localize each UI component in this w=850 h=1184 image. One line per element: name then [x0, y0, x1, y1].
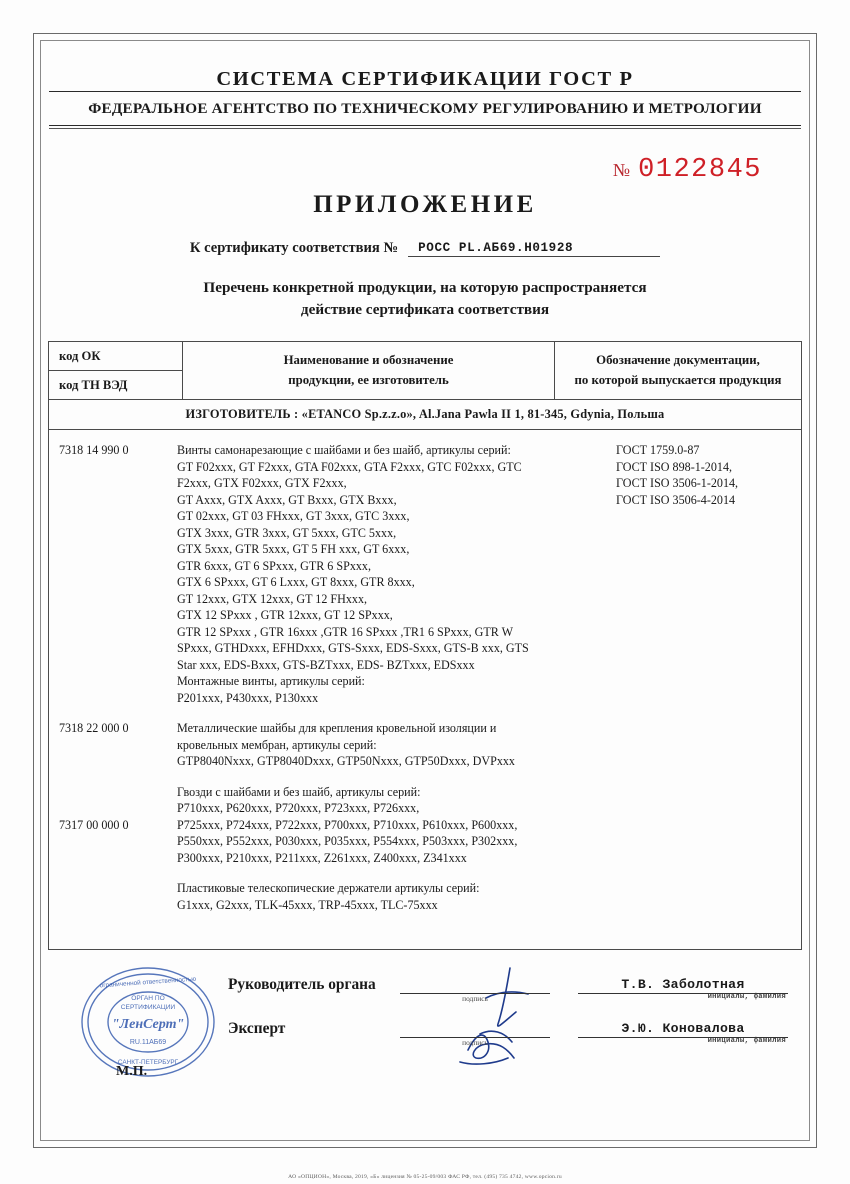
- product-list: [49, 430, 801, 949]
- cert-reference-value: РОСС PL.АБ69.Н01928: [408, 241, 660, 257]
- product-group-spacer: [49, 706, 801, 720]
- svg-text:САНКТ-ПЕТЕРБУРГ: САНКТ-ПЕТЕРБУРГ: [117, 1059, 179, 1067]
- standard-line: ГОСТ ISO 3506-1-2014,: [616, 476, 739, 491]
- standard-line: ГОСТ ISO 898-1-2014,: [616, 459, 733, 474]
- mp-label: М.П.: [116, 1064, 148, 1080]
- product-description: [177, 720, 605, 770]
- product-line: Star xxx, EDS-Bxxx, GTS-BZTxxx, EDS- BZTxxx, EDSxxx: [177, 657, 475, 672]
- svg-text:СЕРТИФИКАЦИИ: СЕРТИФИКАЦИИ: [120, 1004, 176, 1012]
- signer-name-head-text: Т.В. Заболотная: [621, 977, 745, 993]
- product-table: [48, 341, 802, 950]
- code-ok-label: код ОК: [49, 342, 183, 371]
- standard-line: ГОСТ ISO 3506-4-2014: [616, 493, 736, 508]
- product-line: SPxxx, GTHDxxx, EFHDxxx, GTS-Sxxx, EDS-Sxxx, GTS-B xxx, GTS: [177, 641, 529, 656]
- header-divider-2: [49, 125, 801, 126]
- number-symbol: №: [612, 160, 631, 180]
- cert-reference-label: К сертификату соответствия №: [189, 240, 399, 256]
- table-header-row-1: [49, 342, 802, 371]
- product-standards: [605, 880, 801, 913]
- manufacturer-row: [49, 400, 802, 430]
- signature-caption-head: подпись: [462, 994, 488, 1004]
- product-line: GT 12xxx, GTX 12xxx, GT 12 FHxxx,: [177, 591, 368, 606]
- number-value: 0122845: [638, 155, 762, 185]
- product-line: кровельных мембран, артикулы серий:: [177, 737, 377, 752]
- product-description: [177, 880, 605, 913]
- column-header-docs: [555, 342, 802, 400]
- signature-row-expert: [228, 1020, 802, 1048]
- product-line: GTR 12 SPxxx , GTR 16xxx ,GTR 16 SPxxx ,TR1 6 SPxxx, GTR W: [177, 624, 514, 639]
- product-group: [49, 720, 801, 770]
- agency-subtitle: ФЕДЕРАЛЬНОЕ АГЕНТСТВО ПО ТЕХНИЧЕСКОМУ РЕГУЛИРОВАНИЮ И МЕТРОЛОГИИ: [88, 100, 762, 117]
- signature-line-expert: [400, 1021, 550, 1048]
- product-line: GTR 6xxx, GT 6 SPxxx, GTR 6 SPxxx,: [177, 558, 371, 573]
- product-line: Металлические шайбы для крепления кровельной изоляции и: [177, 721, 497, 736]
- footer-imprint: АО «ОПЦИОН», Москва, 2019, «Б» лицензия № 05-25-09/003 ФАС РФ, тел. (495) 735 4742, www.opcion.ru: [288, 1174, 562, 1180]
- product-description: [177, 784, 605, 867]
- signer-name-expert-text: Э.Ю. Коновалова: [621, 1021, 745, 1037]
- product-group: [49, 784, 801, 867]
- product-line: GT F02xxx, GT F2xxx, GTA F02xxx, GTA F2xxx, GTC F02xxx, GTC: [177, 459, 522, 474]
- system-title: СИСТЕМА СЕРТИФИКАЦИИ ГОСТ Р: [216, 68, 634, 90]
- product-line: GT 02xxx, GT 03 FHxxx, GT 3xxx, GTC 3xxx,: [177, 509, 410, 524]
- product-code: 7317 00 000 0: [59, 817, 129, 832]
- column-header-product-line2: продукции, ее изготовитель: [288, 372, 449, 387]
- product-line: Винты самонарезающие с шайбами и без шайб, артикулы серий:: [177, 443, 511, 458]
- product-standards: [605, 720, 801, 770]
- product-line: Р725ххх, Р724ххх, Р722ххх, Р700ххх, Р710ххх, Р610ххх, Р600ххх,: [177, 817, 518, 832]
- column-header-docs-line2: по которой выпускается продукция: [574, 372, 782, 387]
- product-line: Р300ххх, Р210ххх, Р211ххх, Z261ххх, Z400ххх, Z341ххх: [177, 850, 467, 865]
- product-code: 7318 22 000 0: [59, 721, 129, 736]
- signer-name-expert: [578, 1021, 788, 1046]
- cert-reference: [48, 240, 802, 257]
- column-header-docs-line1: Обозначение документации,: [596, 353, 760, 368]
- role-label-head: Руководитель органа: [228, 976, 376, 994]
- official-stamp: [66, 964, 234, 1084]
- product-group-spacer: [49, 770, 801, 784]
- column-header-product: [183, 342, 555, 400]
- signer-name-head-caption: инициалы, фамилия: [707, 993, 786, 1002]
- manufacturer-text: ИЗГОТОВИТЕЛЬ : «ETANCO Sp.z.z.o», Al.Jana Pawla II 1, 81-345, Gdynia, Польша: [49, 400, 802, 430]
- signature-caption-expert: подпись: [462, 1038, 488, 1048]
- product-line: GTX 3xxx, GTR 3xxx, GT 5xxx, GTC 5xxx,: [177, 525, 397, 540]
- standard-line: ГОСТ 1759.0-87: [616, 443, 700, 458]
- product-description: [177, 442, 605, 706]
- product-list-row: [49, 430, 802, 950]
- svg-text:ограниченной ответственностью: ограниченной ответственностью: [99, 975, 197, 990]
- product-line: GTX 6 SPxxx, GT 6 Lxxx, GT 8xxx, GTR 8xxx,: [177, 575, 415, 590]
- product-standards: [605, 442, 801, 706]
- product-line: GTX 5xxx, GTR 5xxx, GT 5 FH xxx, GT 6xxx,: [177, 542, 410, 557]
- product-line: F2xxx, GTX F02xxx, GTX F2xxx,: [177, 476, 347, 491]
- product-line: Р710ххх, Р620ххх, Р720ххх, Р723ххх, Р726ххх,: [177, 801, 420, 816]
- product-group: [49, 442, 801, 706]
- product-line: Монтажные винты, артикулы серий:: [177, 674, 365, 689]
- svg-text:ОРГАН ПО: ОРГАН ПО: [131, 995, 165, 1003]
- product-line: G1xxx, G2xxx, TLK-45xxx, TRP-45xxx, TLC-75xxx: [177, 897, 438, 912]
- product-line: GTX 12 SPxxx , GTR 12xxx, GT 12 SPxxx,: [177, 608, 393, 623]
- scope-statement: [48, 277, 802, 321]
- column-header-product-line1: Наименование и обозначение: [283, 353, 454, 368]
- product-group: [49, 880, 801, 913]
- product-line: Р201ххх, Р430ххх, Р130ххх: [177, 690, 319, 705]
- product-code: [49, 880, 177, 913]
- product-line: GT Axxx, GTX Axxx, GT Bxxx, GTX Bxxx,: [177, 492, 397, 507]
- scope-line-2: действие сертификата соответствия: [300, 301, 550, 319]
- signer-name-expert-caption: инициалы, фамилия: [707, 1037, 786, 1046]
- scope-line-1: Перечень конкретной продукции, на которую распространяется: [203, 279, 647, 296]
- svg-text:RU.11АБ69: RU.11АБ69: [129, 1039, 167, 1047]
- document-content: [48, 50, 802, 1132]
- role-label-expert: Эксперт: [228, 1020, 286, 1038]
- header-divider-3: [49, 128, 801, 129]
- product-list-cell: [49, 430, 802, 950]
- product-line: Р550ххх, Р552ххх, Р030ххх, Р035ххх, Р554ххх, Р503ххх, Р302ххх,: [177, 834, 518, 849]
- product-code: 7318 14 990 0: [59, 443, 129, 458]
- product-line: GTP8040Nxxx, GTP8040Dxxx, GTP50Nxxx, GTP50Dxxx, DVPxxx: [177, 754, 515, 769]
- signature-area: [48, 976, 802, 1146]
- certificate-number: [48, 155, 802, 185]
- code-tnved-label: код ТН ВЭД: [49, 371, 183, 400]
- signature-line-head: [400, 977, 550, 1004]
- page-title: ПРИЛОЖЕНИЕ: [313, 191, 537, 218]
- product-standards: [605, 784, 801, 867]
- signature-row-head: [228, 976, 802, 1004]
- product-group-spacer: [49, 866, 801, 880]
- svg-text:"ЛенСерт": "ЛенСерт": [111, 1017, 185, 1033]
- product-line: Гвозди с шайбами и без шайб, артикулы серий:: [177, 784, 421, 799]
- product-line: Пластиковые телескопические держатели артикулы серий:: [177, 881, 480, 896]
- signer-name-head: [578, 977, 788, 1002]
